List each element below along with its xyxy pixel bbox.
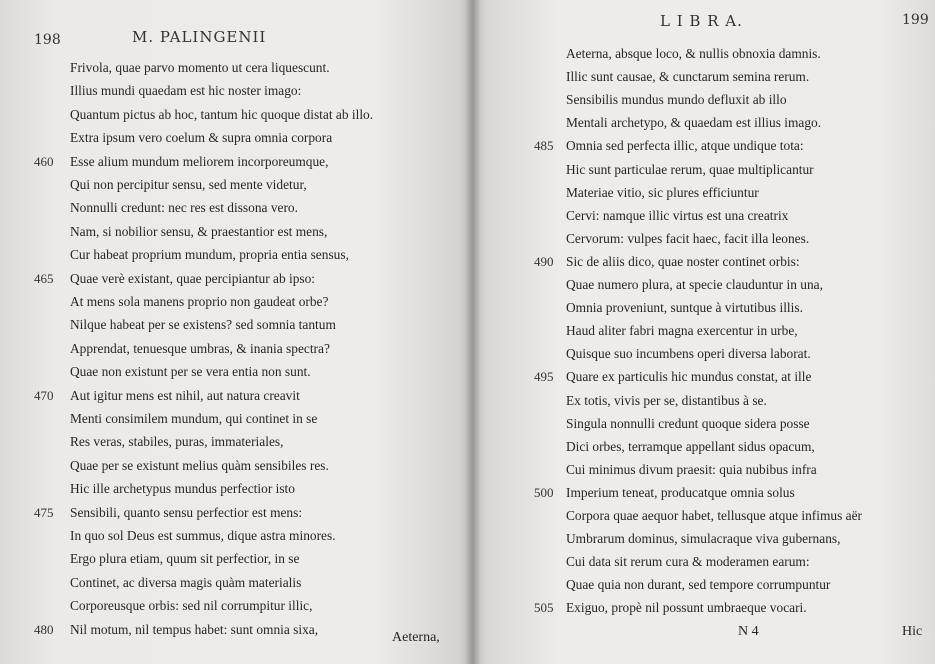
verse-line: Hic ille archetypus mundus perfectior isto [70, 481, 295, 497]
verse-line: Hic sunt particulae rerum, quae multiplicantur [566, 161, 814, 177]
right-catchword: Hic [902, 624, 923, 639]
verse-line: Umbrarum dominus, simulacraque viva gubernans, [566, 531, 841, 547]
verse-line: Mentali archetypo, & quaedam est illius imago. [566, 115, 822, 131]
verse-line: Frivola, quae parvo momento ut cera liquescunt. [70, 60, 330, 75]
verse-line: Illius mundi quaedam est hic noster imago: [70, 83, 302, 99]
verse-line: Nil motum, nil tempus habet: sunt omnia sixa, [70, 621, 319, 637]
verse-line: Singula nonnulli credunt quoque sidera posse [566, 415, 810, 431]
line-number: 495 [534, 369, 554, 385]
verse-line: Quae non existunt per se vera entia non sunt. [70, 364, 311, 380]
line-number: 465 [34, 270, 54, 286]
verse-line: Illic sunt causae, & cunctarum semina rerum. [566, 69, 810, 85]
line-number: 505 [534, 600, 554, 616]
verse-line: Aut igitur mens est nihil, aut natura creavit [70, 387, 300, 403]
verse-line: Res veras, stabiles, puras, immateriales, [70, 434, 284, 450]
line-number: 470 [34, 387, 54, 403]
verse-line: Sic de aliis dico, quae noster continet orbis: [566, 253, 800, 269]
verse-line: Quae per se existunt melius quàm sensibiles res. [70, 457, 329, 473]
line-number: 475 [34, 504, 54, 520]
verse-line: Dici orbes, terramque appellant sidus opacum, [566, 438, 815, 454]
line-number: 485 [534, 138, 554, 154]
verse-line: Ergo plura etiam, quum sit perfectior, in se [70, 551, 300, 567]
verse-line: Esse alium mundum meliorem incorporeumque, [70, 153, 329, 169]
verse-line: Imperium teneat, producatque omnia solus [566, 484, 795, 500]
right-page [482, 0, 935, 664]
line-number: 460 [34, 153, 54, 169]
verse-line: Cui minimus divum praesit: quia nubibus infra [566, 461, 817, 477]
verse-line: Quae quia non durant, sed tempore corrumpuntur [566, 577, 831, 593]
verse-line: Cervorum: vulpes facit haec, facit illa leones. [566, 230, 810, 246]
verse-line: Nonnulli credunt: nec res est dissona vero. [70, 200, 298, 216]
verse-line: Quisque suo incumbens operi diversa laborat. [566, 346, 811, 362]
verse-line: At mens sola manens proprio non gaudeat orbe? [70, 294, 329, 309]
verse-line: Menti consimilem mundum, qui continet in se [70, 411, 318, 426]
verse-line: Nilque habeat per se existens? sed somnia tantum [70, 317, 336, 333]
verse-line: Sensibili, quanto sensu perfectior est mens: [70, 504, 303, 520]
book-gutter [466, 0, 480, 664]
verse-line: Cervi: namque illic virtus est una creatrix [566, 207, 789, 223]
verse-line: Nam, si nobilior sensu, & praestantior est mens, [70, 223, 328, 239]
verse-line: Continet, ac diversa magis quàm materialis [70, 574, 302, 590]
verse-line: Omnia sed perfecta illic, atque undique tota: [566, 138, 804, 154]
verse-line: Qui non percipitur sensu, sed mente videtur, [70, 177, 307, 192]
verse-line: Apprendat, tenuesque umbras, & inania spectra? [70, 340, 330, 356]
left-catchword: Aeterna, [392, 630, 440, 645]
verse-line: Cui data sit rerum cura & moderamen earum: [566, 554, 810, 570]
line-number: 490 [534, 253, 554, 269]
verse-line: Omnia proveniunt, suntque à virtutibus illis. [566, 300, 803, 316]
verse-line: Quae verè existant, quae percipiantur ab ipso: [70, 270, 316, 286]
verse-line: Haud aliter fabri magna exercentur in urbe, [566, 323, 798, 339]
verse-line: Corporeusque orbis: sed nil corrumpitur illic, [70, 598, 313, 614]
verse-line: Corpora quae aequor habet, tellusque atque infimus aër [566, 508, 862, 523]
verse-line: Ex totis, vivis per se, distantibus à se. [566, 392, 767, 408]
verse-line: Cur habeat proprium mundum, propria entia sensus, [70, 247, 349, 263]
verse-line: Exiguo, propè nil possunt umbraeque vocari. [566, 600, 807, 616]
verse-line: Aeterna, absque loco, & nullis obnoxia damnis. [566, 46, 821, 61]
verse-line: Extra ipsum vero coelum & supra omnia corpora [70, 130, 333, 146]
verse-line: In quo sol Deus est summus, dique astra minores. [70, 528, 336, 543]
right-signature: N 4 [738, 624, 759, 639]
line-number: 480 [34, 621, 54, 637]
verse-line: Quantum pictus ab hoc, tantum hic quoque distat ab illo. [70, 106, 374, 122]
line-number: 500 [534, 484, 554, 500]
verse-line: Materiae vitio, sic plures efficiuntur [566, 184, 759, 200]
verse-line: Sensibilis mundus mundo defluxit ab illo [566, 92, 787, 108]
verse-line: Quae numero plura, at specie clauduntur in una, [566, 277, 823, 292]
left-page-number: 198 [34, 32, 61, 48]
left-running-head: M. PALINGENII [132, 28, 267, 46]
right-page-number: 199 [902, 12, 929, 28]
left-page [0, 0, 466, 664]
right-running-head: L I B R A. [660, 12, 743, 30]
verse-line: Quare ex particulis hic mundus constat, at ille [566, 369, 812, 385]
